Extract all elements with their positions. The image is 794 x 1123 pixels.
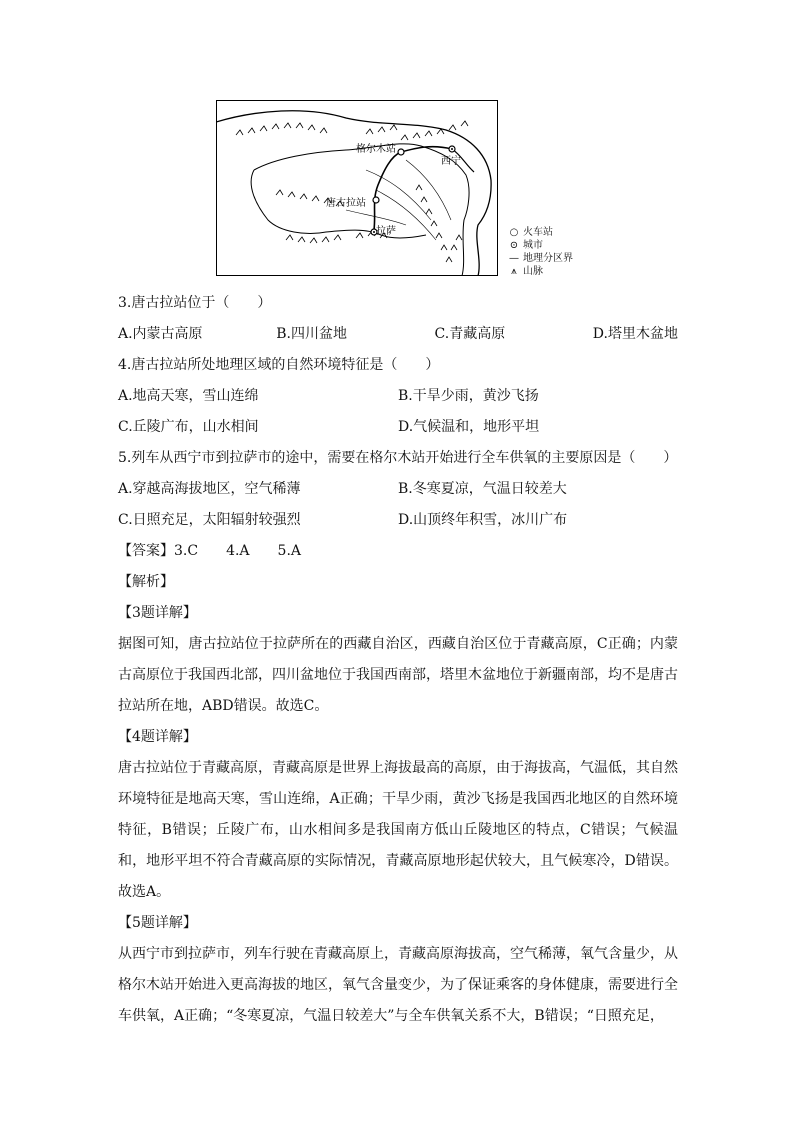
golmud-label: 格尔木站	[356, 144, 396, 155]
q3-option-a: A.内蒙古高原	[118, 326, 203, 342]
q4-options-row2	[118, 412, 678, 443]
detail5-text: 从西宁市到拉萨市，列车行驶在青藏高原上，青藏高原海拔高，空气稀薄，氧气含量少，从格尔木站开始进入更高海拔的地区，氧气含量变少，为了保证乘客的身体健康，需要进行全车供氧，A正确；“冬寒夏凉，气温日较差大”与全车供氧关系不大，B错误；“日照充足，	[118, 946, 678, 1024]
legend-mountain: ⩚ 山脉	[508, 265, 573, 278]
answer-4: 4.A	[226, 543, 250, 559]
q5-option-d: D.山顶终年积雪，冰川广布	[398, 512, 568, 528]
legend-station: ○ 火车站	[509, 227, 553, 238]
q4-option-b: B.干旱少雨，黄沙飞扬	[398, 388, 539, 404]
q4-option-d: D.气候温和，地形平坦	[398, 419, 540, 435]
qinghai-tibet-railway-map	[216, 100, 498, 276]
analysis-label: 【解析】	[118, 574, 174, 590]
q5-options-row1	[118, 474, 678, 505]
q3-stem: 3.唐古拉站位于（ ）	[118, 295, 272, 311]
q5-stem: 5.列车从西宁市到拉萨市的途中，需要在格尔木站开始进行全车供氧的主要原因是（ ）	[118, 450, 678, 466]
golmud-station-icon	[398, 149, 404, 155]
answer-line	[118, 536, 678, 567]
detail4-title: 【4题详解】	[118, 729, 197, 745]
q5-option-c: C.日照充足，太阳辐射较强烈	[118, 512, 301, 528]
q4-option-a: A.地高天寒，雪山连绵	[118, 388, 259, 404]
tanggula-label: 唐古拉站	[326, 198, 366, 209]
legend-city: ⊙ 城市	[509, 240, 543, 251]
detail5-title: 【5题详解】	[118, 915, 197, 931]
detail4-text: 唐古拉站位于青藏高原，青藏高原是世界上海拔最高的高原，由于海拔高，气温低，其自然环境特征是地高天寒，雪山连绵，A正确；干旱少雨，黄沙飞扬是我国西北地区的自然环境特征，B错误；丘陵广布，山水相间多是我国南方低山丘陵地区的特点，C错误；气候温和，地形平坦不符合青藏高原的实际情况，青藏高原地形起伏较大，且气候寒冷，D错误。故选A。	[118, 760, 678, 900]
q5-option-a: A.穿越高海拔地区，空气稀薄	[118, 481, 301, 497]
question-content	[118, 288, 678, 1032]
q4-stem: 4.唐古拉站所处地理区域的自然环境特征是（ ）	[118, 357, 440, 373]
q3-option-c: C.青藏高原	[434, 326, 506, 342]
city-dot-circle-icon: ⊙	[509, 240, 519, 251]
train-station-circle-icon: ○	[509, 227, 519, 238]
answer-5: 5.A	[277, 543, 302, 559]
answer-3: 3.C	[174, 543, 199, 559]
detail3-title: 【3题详解】	[118, 605, 197, 621]
q3-option-d: D.塔里木盆地	[592, 326, 678, 342]
tanggula-station-icon	[373, 197, 379, 203]
boundary-line-icon: —	[509, 253, 519, 264]
mountain-range-icon: ⩚	[511, 266, 517, 277]
detail3-text: 据图可知，唐古拉站位于拉萨所在的西藏自治区，西藏自治区位于青藏高原，C正确；内蒙古高原位于我国西北部，四川盆地位于我国西南部，塔里木盆地位于新疆南部，均不是唐古拉站所在地，ABD错误。故选C。	[118, 636, 678, 714]
lhasa-label: 拉萨	[376, 226, 396, 237]
q5-options-row2	[118, 505, 678, 536]
answer-label: 【答案】	[118, 543, 174, 559]
q3-option-b: B.四川盆地	[276, 326, 348, 342]
legend-boundary: — 地理分区界	[509, 253, 573, 264]
q3-options	[118, 319, 678, 350]
q4-options-row1	[118, 381, 678, 412]
xining-label: 西宁	[441, 156, 461, 167]
map-legend	[508, 226, 573, 278]
q5-option-b: B.冬寒夏凉，气温日较差大	[398, 481, 567, 497]
q4-option-c: C.丘陵广布，山水相间	[118, 419, 259, 435]
